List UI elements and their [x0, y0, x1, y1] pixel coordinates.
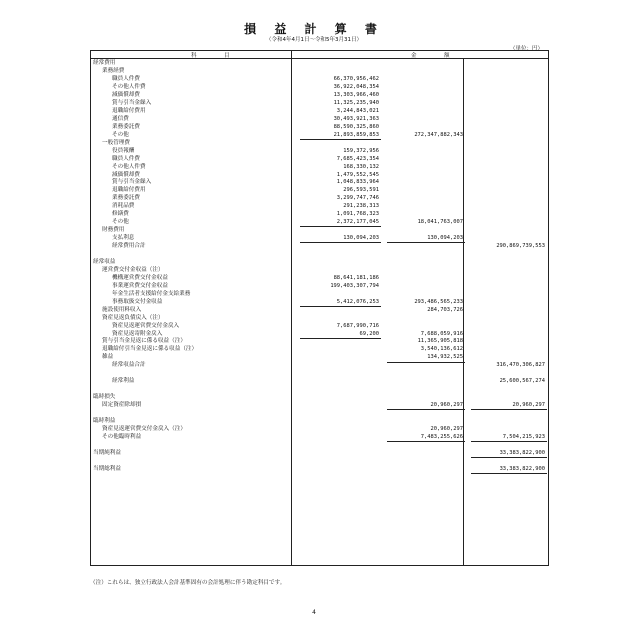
row-label: 臨時損失: [93, 394, 116, 401]
amount-c3: 33,383,822,900: [499, 465, 545, 472]
row-label: 経常収益合計: [112, 362, 146, 369]
amount-c1: 2,372,177,045: [336, 219, 379, 226]
amount-c1: 69,200: [359, 330, 379, 337]
table-row: [91, 410, 548, 417]
row-label: 当期総利益: [93, 465, 121, 472]
table-row: [91, 299, 548, 306]
row-label: 固定資産除却損: [102, 402, 142, 409]
row-label: 経常利益: [112, 378, 135, 385]
table-row: [91, 219, 548, 226]
row-label: 業務経費: [102, 68, 125, 75]
table-row: [91, 362, 548, 369]
header-amount: 金 額: [411, 52, 450, 59]
row-label: 通信費: [112, 115, 129, 122]
row-label: 一般管理費: [102, 139, 130, 146]
amount-c1: 3,299,747,746: [336, 195, 379, 202]
table-row: [91, 164, 548, 171]
amount-c1: 88,641,181,186: [333, 274, 379, 281]
row-label: その他: [112, 219, 129, 226]
row-label: その他人件費: [112, 163, 146, 170]
table-row: [91, 108, 548, 115]
table-row: [91, 259, 548, 266]
amount-c1: 3,244,843,021: [336, 107, 379, 114]
row-label: 職員人件費: [112, 155, 140, 162]
row-label: 当期純利益: [93, 449, 121, 456]
table-row: [91, 394, 548, 401]
amount-c2: 284,703,726: [427, 306, 463, 313]
amount-c3: 25,600,567,274: [499, 378, 545, 385]
row-label: 運営費交付金収益（注）: [102, 266, 164, 273]
income-statement-table: [90, 50, 549, 566]
amount-c3: 7,504,215,923: [502, 433, 545, 440]
row-label: 年金生活者支援給付金支給業務: [112, 290, 191, 297]
table-row: [91, 275, 548, 282]
table-row: [91, 243, 548, 250]
table-row: [91, 323, 548, 330]
row-label: 業務委託費: [112, 123, 140, 130]
amount-c1: 1,048,833,964: [336, 179, 379, 186]
table-row: [91, 100, 548, 107]
row-label: 減価償却費: [112, 92, 140, 98]
table-row: [91, 291, 548, 298]
amount-c2: 130,094,203: [427, 235, 463, 242]
amount-c1: 168,330,132: [343, 163, 379, 170]
row-label: 消耗品費: [112, 203, 135, 210]
subtotal-underline: [471, 473, 547, 474]
table-row: [91, 378, 548, 385]
table-row: [91, 84, 548, 91]
row-label: 賞与引当金見返に係る収益（注）: [102, 338, 186, 345]
table-row: [91, 251, 548, 258]
amount-c1: 159,372,956: [343, 147, 379, 154]
table-row: [91, 156, 548, 163]
amount-c1: 30,493,921,363: [333, 115, 379, 122]
amount-c3: 316,470,306,827: [496, 362, 545, 369]
row-label: 事業運営費交付金収益: [112, 282, 168, 289]
amount-c1: 296,593,591: [343, 187, 379, 194]
table-row: [91, 92, 548, 99]
row-label: 資産見返寄附金戻入: [112, 330, 163, 337]
row-label: 事務取扱交付金収益: [112, 298, 163, 305]
amount-c3: 33,383,822,900: [499, 449, 545, 456]
table-row: [91, 426, 548, 433]
table-row: [91, 60, 548, 67]
amount-c1: 5,412,076,253: [336, 298, 379, 305]
table-row: [91, 187, 548, 194]
fiscal-period: （令和4年4月1日～令和5年3月31日）: [266, 37, 362, 43]
row-label: 雑益: [102, 354, 114, 361]
table-row: [91, 195, 548, 202]
amount-c1: 13,303,966,460: [333, 92, 379, 98]
row-label: 経常収益: [93, 258, 116, 265]
table-row: [91, 331, 548, 338]
row-label: 資産見返運営費交付金戻入: [112, 322, 180, 329]
row-label: 退職給付費用: [112, 187, 146, 194]
table-row: [91, 402, 548, 409]
amount-c1: 66,370,956,462: [333, 76, 379, 83]
table-row: [91, 307, 548, 314]
table-row: [91, 346, 548, 353]
page-number: 4: [312, 609, 316, 616]
amount-c2: 20,960,297: [430, 425, 463, 432]
amount-c1: 88,590,325,860: [333, 123, 379, 130]
row-label: 機構運営費交付金収益: [112, 274, 168, 281]
table-row: [91, 267, 548, 274]
amount-c2: 11,365,905,818: [417, 338, 463, 345]
table-row: [91, 211, 548, 218]
table-row: [91, 418, 548, 425]
amount-c1: 36,922,048,354: [333, 84, 379, 91]
table-row: [91, 203, 548, 210]
row-label: 施設使用料収入: [102, 306, 142, 313]
amount-c2: 134,932,525: [427, 354, 463, 361]
row-label: 財務費用: [102, 227, 125, 234]
table-row: [91, 172, 548, 179]
amount-c1: 199,403,307,794: [330, 282, 379, 289]
table-row: [91, 179, 548, 186]
table-row: [91, 132, 548, 139]
table-row: [91, 458, 548, 465]
amount-c1: 7,687,990,716: [336, 322, 379, 329]
row-label: 修繕費: [112, 211, 129, 218]
row-label: その他臨時利益: [102, 433, 142, 440]
table-row: [91, 442, 548, 449]
table-row: [91, 466, 548, 473]
table-row: [91, 315, 548, 322]
amount-c2: 20,960,297: [430, 402, 463, 409]
row-label: 職員人件費: [112, 76, 140, 83]
table-row: [91, 235, 548, 242]
amount-c1: 130,094,203: [343, 235, 379, 242]
row-label: 退職給付引当金見返に係る収益（注）: [102, 346, 198, 353]
table-row: [91, 148, 548, 155]
table-row: [91, 386, 548, 393]
amount-c3: 20,960,297: [512, 402, 545, 409]
amount-c3: 290,869,739,553: [496, 243, 545, 250]
row-label: その他: [112, 131, 129, 138]
row-label: 役員報酬: [112, 147, 135, 154]
row-label: 経常費用合計: [112, 243, 146, 250]
row-label: 資産見返運営費交付金戻入（注）: [102, 425, 186, 432]
row-label: 支払利息: [112, 235, 135, 242]
amount-c1: 291,238,313: [343, 203, 379, 210]
table-row: [91, 140, 548, 147]
table-header: [91, 51, 548, 59]
footnote: （注）これらは、独立行政法人会計基準固有の会計処理に伴う勘定科目です。: [90, 580, 286, 586]
amount-c2: 18,041,763,007: [417, 219, 463, 226]
amount-c1: 11,325,235,940: [333, 99, 379, 106]
row-label: 賞与引当金繰入: [112, 179, 152, 186]
amount-c2: 293,486,565,233: [414, 298, 463, 305]
table-row: [91, 116, 548, 123]
table-row: [91, 338, 548, 345]
row-label: 経常費用: [93, 60, 116, 67]
table-row: [91, 68, 548, 75]
unit-label: （単位：円）: [510, 46, 544, 52]
row-label: 退職給付費用: [112, 107, 146, 114]
table-row: [91, 370, 548, 377]
row-label: 業務委託費: [112, 195, 140, 202]
amount-c1: 1,479,552,545: [336, 171, 379, 178]
table-row: [91, 124, 548, 131]
header-item: 科 目: [191, 52, 230, 59]
table-row: [91, 450, 548, 457]
amount-c2: 7,483,255,626: [420, 433, 463, 440]
row-label: 資産見返負債戻入（注）: [102, 314, 164, 321]
amount-c1: 21,893,859,853: [333, 131, 379, 138]
amount-c1: 7,685,423,354: [336, 155, 379, 162]
table-row: [91, 227, 548, 234]
table-row: [91, 76, 548, 83]
row-label: 臨時利益: [93, 417, 116, 424]
amount-c1: 1,091,768,323: [336, 211, 379, 218]
amount-c2: 272,347,882,343: [414, 131, 463, 138]
amount-c2: 7,688,059,916: [420, 330, 463, 337]
row-label: 減価償却費: [112, 171, 140, 178]
row-label: その他人件費: [112, 84, 146, 91]
table-row: [91, 354, 548, 361]
table-row: [91, 434, 548, 441]
document-title: 損 益 計 算 書: [244, 22, 384, 36]
amount-c2: 3,540,136,612: [420, 346, 463, 353]
table-row: [91, 283, 548, 290]
row-label: 賞与引当金繰入: [112, 99, 152, 106]
